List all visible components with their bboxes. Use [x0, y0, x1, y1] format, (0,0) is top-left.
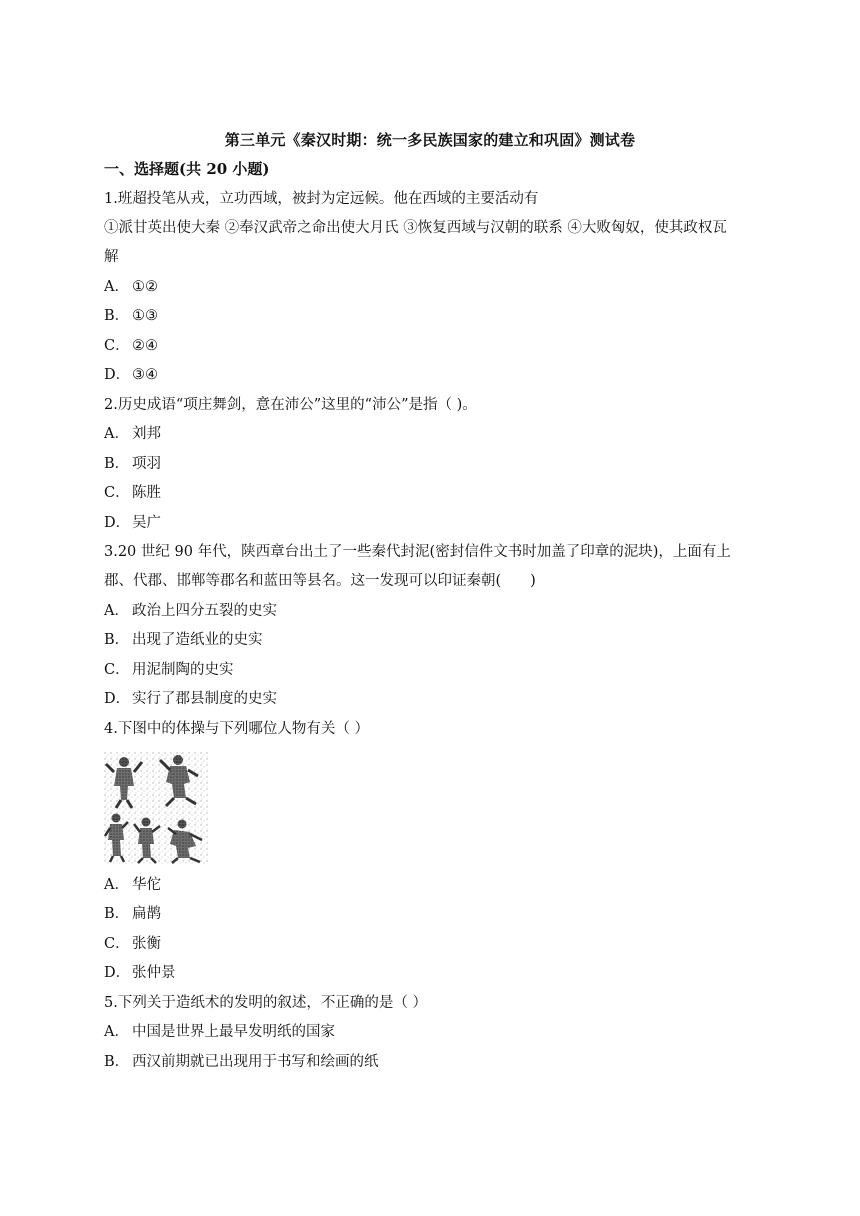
- question-3-stem-line-1: 3.20 世纪 90 年代，陕西章台出土了一些秦代封泥(密封信件文书时加盖了印章的泥块)，上面有上: [104, 544, 731, 560]
- question-2-stem-line-1: 2.历史成语“项庄舞剑，意在沛公”这里的“沛公”是指（ )。: [104, 397, 477, 413]
- document-title: 第三单元《秦汉时期：统一多民族国家的建立和巩固》测试卷: [224, 131, 636, 149]
- option-text: 中国是世界上最早发明纸的国家: [132, 1024, 335, 1040]
- question-1-option-c[interactable]: [104, 336, 158, 356]
- question-4-option-a[interactable]: [104, 875, 161, 895]
- five-animals-exercise-figure: [104, 752, 208, 864]
- question-3-option-a[interactable]: [104, 601, 277, 621]
- option-letter: D．: [104, 367, 131, 383]
- option-letter: C．: [104, 338, 130, 354]
- option-letter: A．: [104, 603, 129, 619]
- option-text: 用泥制陶的史实: [132, 662, 234, 678]
- question-3-stem-line-2: 郡、代郡、邯郸等郡名和蓝田等县名。这一发现可以印证秦朝( ): [104, 573, 536, 589]
- question-2-option-d[interactable]: [104, 513, 161, 533]
- option-text: ①②: [132, 279, 158, 295]
- question-4-option-c[interactable]: [104, 934, 161, 954]
- option-text: ③④: [132, 367, 158, 383]
- question-4-stem-line-1: 4.下图中的体操与下列哪位人物有关（ ）: [104, 721, 369, 737]
- option-text: 扁鹊: [132, 906, 161, 922]
- exercise-illustration: [104, 752, 208, 864]
- question-2-option-c[interactable]: [104, 483, 161, 503]
- option-letter: B．: [104, 1054, 130, 1070]
- question-2-option-a[interactable]: [104, 424, 161, 444]
- option-letter: A．: [104, 279, 129, 295]
- option-text: 西汉前期就已出现用于书写和绘画的纸: [132, 1054, 379, 1070]
- question-1-option-b[interactable]: [104, 306, 158, 326]
- question-1-stem-line-1: 1.班超投笔从戎，立功西域，被封为定远候。他在西域的主要活动有: [104, 191, 539, 207]
- question-4-option-b[interactable]: [104, 904, 161, 924]
- option-text: 张衡: [132, 936, 161, 952]
- question-5-option-b[interactable]: [104, 1052, 379, 1072]
- option-text: 政治上四分五裂的史实: [132, 603, 277, 619]
- option-text: ①③: [132, 308, 158, 324]
- question-5-stem-line-1: 5.下列关于造纸术的发明的叙述，不正确的是（ ）: [104, 995, 427, 1011]
- option-text: 出现了造纸业的史实: [132, 632, 263, 648]
- question-1-stem-line-3: 解: [104, 249, 119, 265]
- question-1-stem-line-2: ①派甘英出使大秦 ②奉汉武帝之命出使大月氏 ③恢复西域与汉朝的联系 ④大败匈奴，使其政权瓦: [104, 220, 727, 236]
- option-text: 华佗: [132, 877, 161, 893]
- question-1-option-d[interactable]: [104, 365, 158, 385]
- option-letter: B．: [104, 308, 130, 324]
- option-letter: D．: [104, 965, 131, 981]
- option-letter: B．: [104, 456, 130, 472]
- question-5-option-a[interactable]: [104, 1022, 335, 1042]
- option-letter: B．: [104, 632, 130, 648]
- option-text: 吴广: [132, 515, 161, 531]
- option-letter: D．: [104, 691, 131, 707]
- section-heading: 一、选择题(共 20 小题): [104, 160, 270, 178]
- option-letter: C．: [104, 936, 130, 952]
- option-text: 项羽: [132, 456, 161, 472]
- option-letter: A．: [104, 877, 129, 893]
- question-3-option-c[interactable]: [104, 660, 234, 680]
- question-3-option-b[interactable]: [104, 630, 263, 650]
- option-text: 张仲景: [132, 965, 176, 981]
- option-text: 陈胜: [132, 485, 161, 501]
- option-letter: A．: [104, 1024, 129, 1040]
- question-2-option-b[interactable]: [104, 454, 161, 474]
- option-text: 实行了郡县制度的史实: [132, 691, 277, 707]
- option-letter: C．: [104, 485, 130, 501]
- question-3-option-d[interactable]: [104, 689, 277, 709]
- option-letter: A．: [104, 426, 129, 442]
- option-letter: C．: [104, 662, 130, 678]
- option-text: 刘邦: [132, 426, 161, 442]
- question-1-option-a[interactable]: [104, 277, 158, 297]
- option-letter: D．: [104, 515, 131, 531]
- option-text: ②④: [132, 338, 158, 354]
- option-letter: B．: [104, 906, 130, 922]
- question-4-option-d[interactable]: [104, 963, 176, 983]
